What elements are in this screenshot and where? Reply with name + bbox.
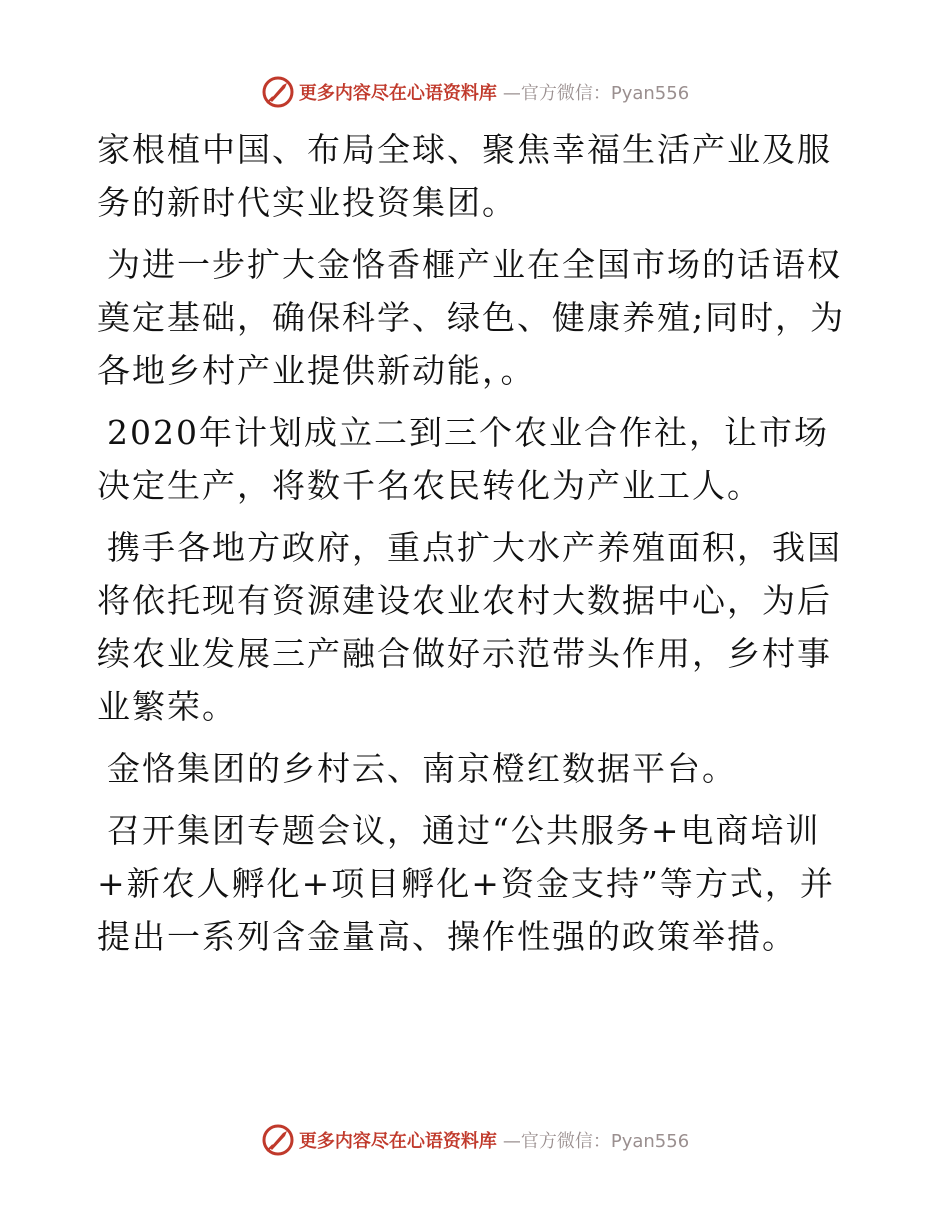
header-banner bbox=[0, 72, 950, 112]
header-banner-wechat: —官方微信：Pyan556 bbox=[502, 83, 690, 104]
quill-logo-icon bbox=[261, 1123, 295, 1157]
header-banner-title: 更多内容尽在心语资料库 bbox=[298, 83, 497, 104]
paragraph-3: 2020年计划成立二到三个农业合作社，让市场决定生产，将数千名农民转化为产业工人。 bbox=[97, 413, 829, 505]
document-body bbox=[97, 123, 857, 972]
paragraph-1: 家根植中国、布局全球、聚焦幸福生活产业及服务的新时代实业投资集团。 bbox=[97, 130, 832, 222]
footer-banner-wechat: —官方微信：Pyan556 bbox=[502, 1131, 690, 1152]
paragraph-2: 为进一步扩大金恪香榧产业在全国市场的话语权奠定基础，确保科学、绿色、健康养殖;同时，为各地乡村产业提供新动能，。 bbox=[97, 245, 846, 390]
quill-logo-icon bbox=[261, 75, 295, 109]
paragraph-5: 金恪集团的乡村云、南京橙红数据平台。 bbox=[107, 749, 737, 788]
footer-banner-title: 更多内容尽在心语资料库 bbox=[298, 1131, 497, 1152]
paragraph-4: 携手各地方政府，重点扩大水产养殖面积，我国将依托现有资源建设农业农村大数据中心，为后续农业发展三产融合做好示范带头作用，乡村事业繁荣。 bbox=[97, 528, 842, 726]
paragraph-6: 召开集团专题会议，通过“公共服务+电商培训+新农人孵化+项目孵化+资金支持”等方式，并提出一系列含金量高、操作性强的政策举措。 bbox=[97, 811, 835, 956]
footer-banner bbox=[0, 1120, 950, 1160]
